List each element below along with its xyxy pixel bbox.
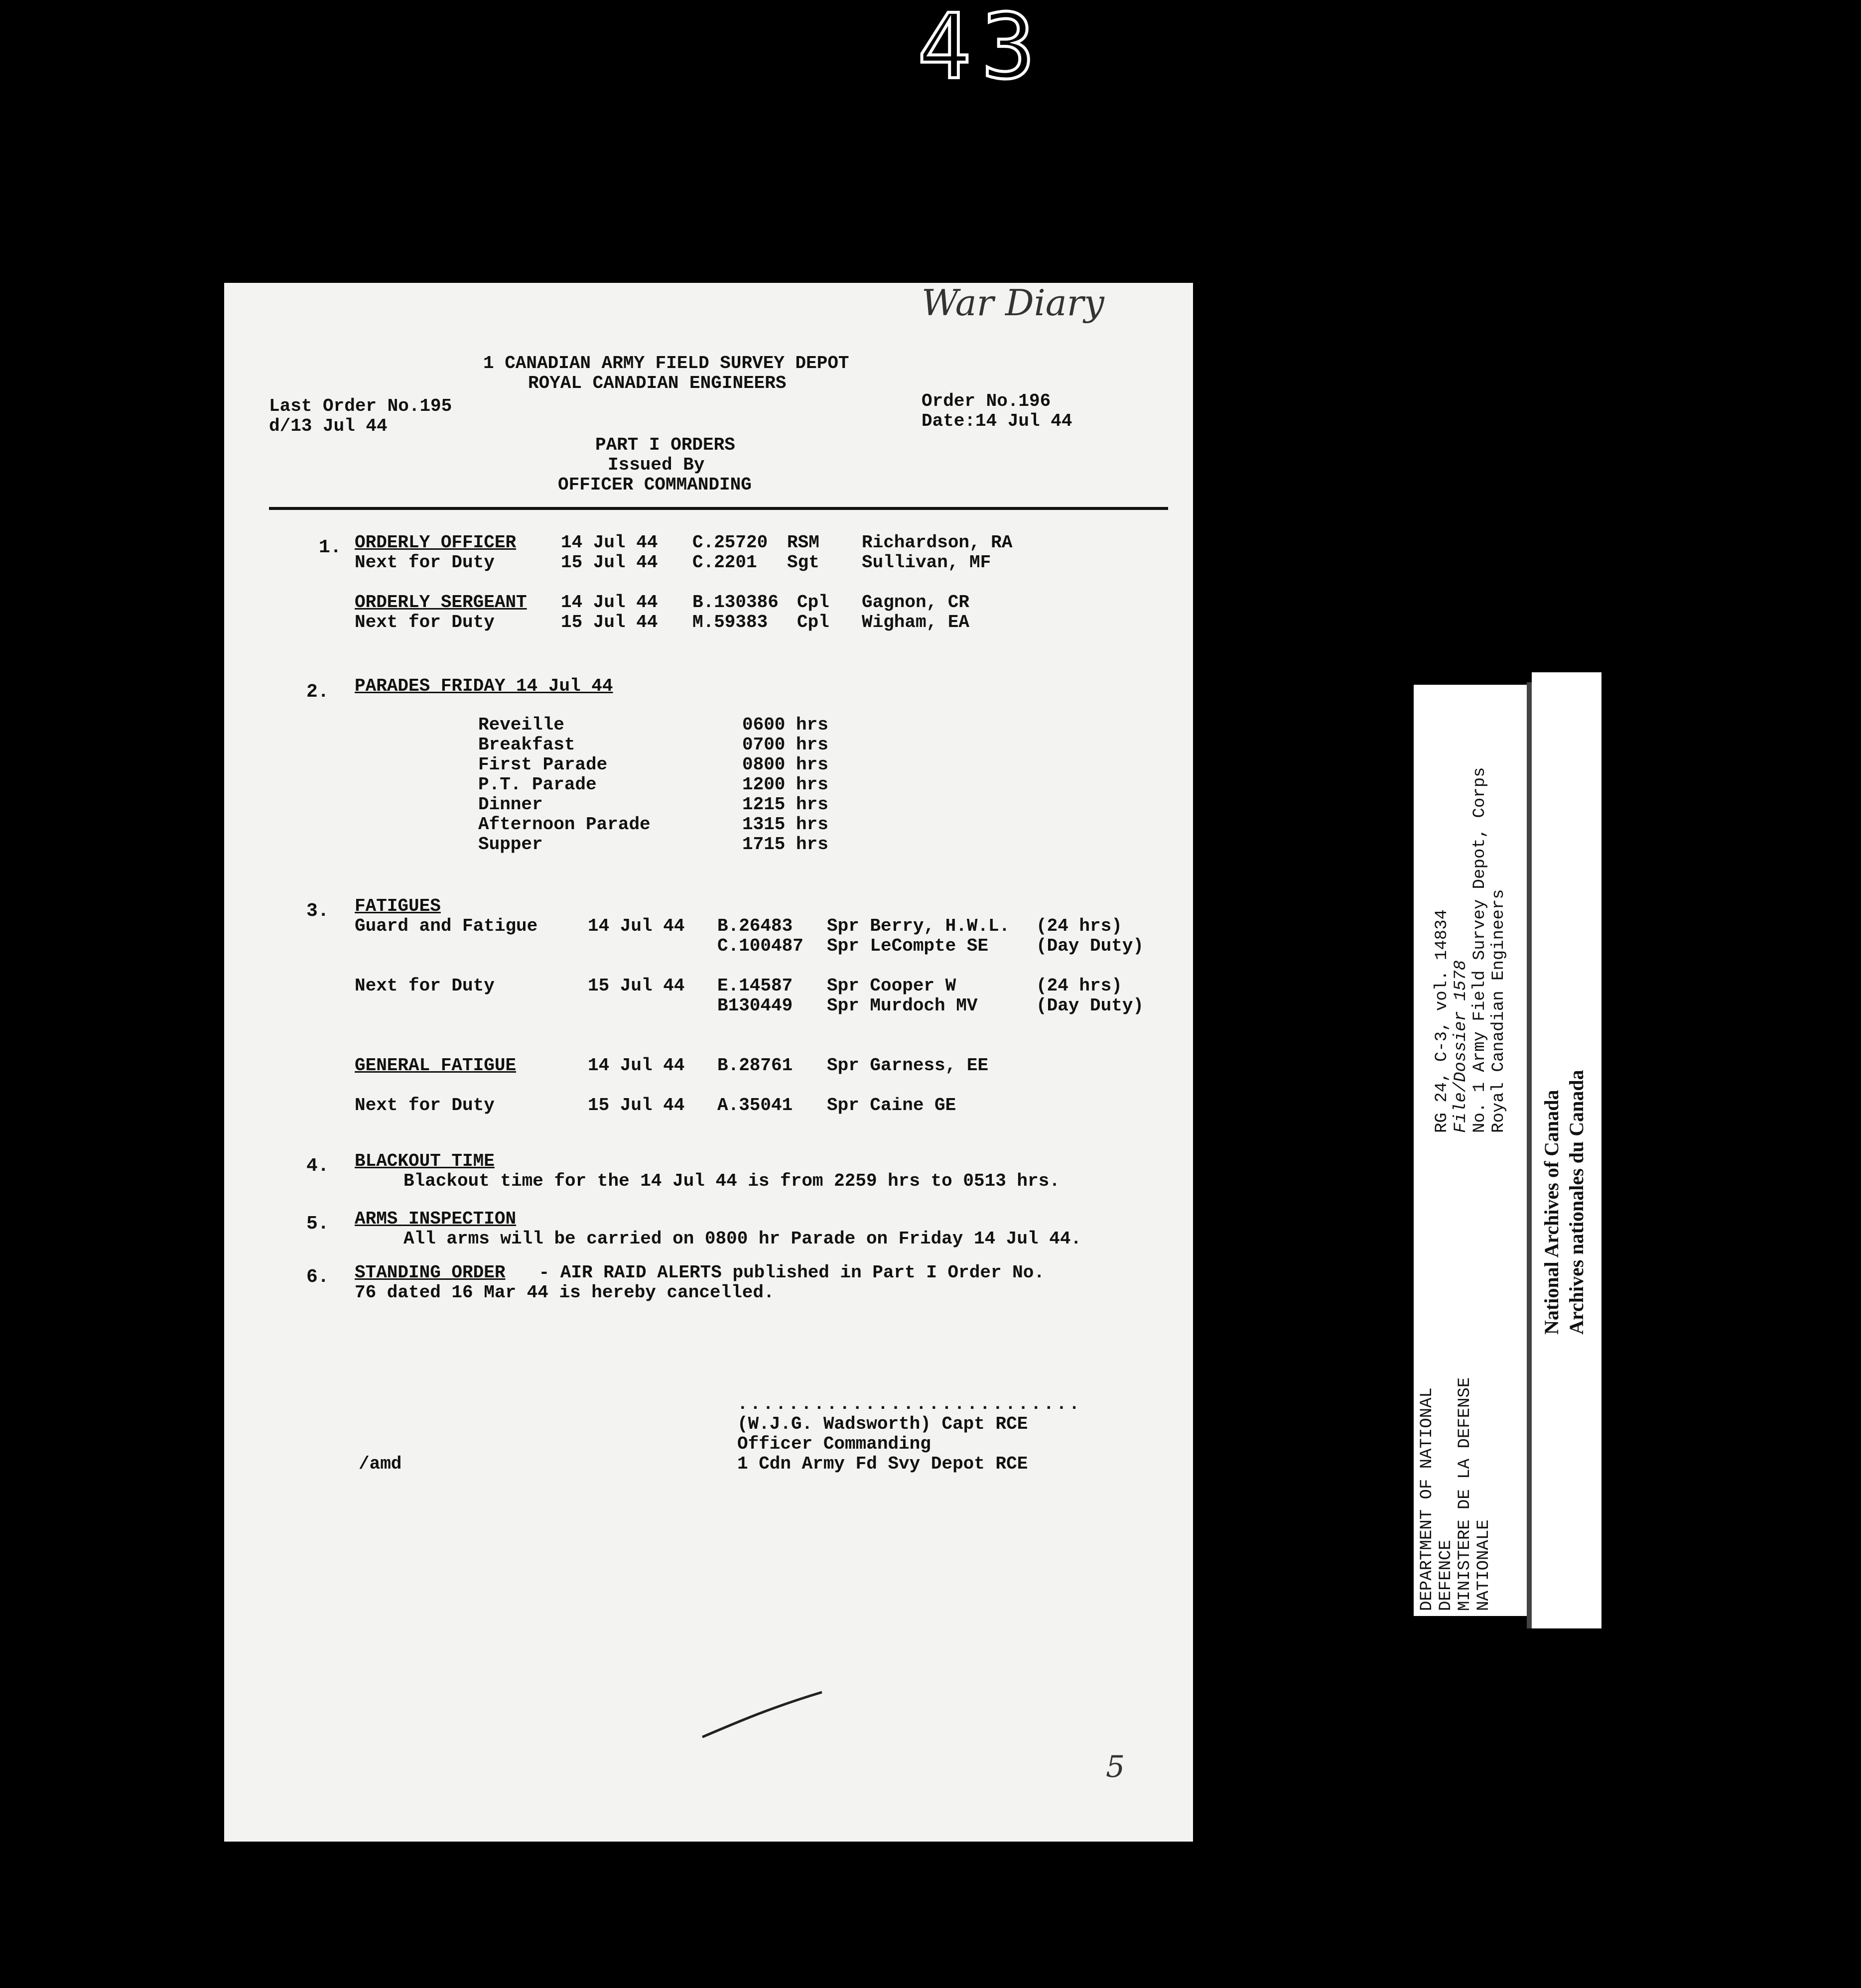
header-rule <box>269 507 1168 510</box>
next-duty-label: Next for Duty <box>355 976 495 996</box>
header-line1: 1 CANADIAN ARMY FIELD SURVEY DEPOT <box>483 353 849 373</box>
number-cell: B.130386 <box>692 592 779 613</box>
order-number: Order No.196 <box>922 391 1051 411</box>
general-fatigue-label: GENERAL FATIGUE <box>355 1055 517 1076</box>
dept-line4: NATIONALE <box>1474 1519 1493 1611</box>
name-cell: Sullivan, MF <box>862 552 991 573</box>
next-duty-label: Next for Duty <box>355 552 495 573</box>
pen-stroke <box>697 1687 827 1747</box>
rank-cell: Cpl <box>797 592 829 613</box>
duty-cell: (Day Duty) <box>1036 995 1144 1016</box>
parade-time: 1215 hrs <box>742 794 828 815</box>
section-3-number: 3. <box>306 900 329 922</box>
frame-number: 43 <box>917 0 1046 99</box>
parades-title: PARADES FRIDAY 14 Jul 44 <box>355 676 613 696</box>
name-cell: Spr Garness, EE <box>827 1055 989 1076</box>
archive-label <box>1414 685 1528 1616</box>
rank-cell: Cpl <box>797 612 829 632</box>
standing-order-text-1: - AIR RAID ALERTS published in Part I Order No. <box>528 1262 1045 1283</box>
number-cell: A.35041 <box>717 1095 793 1116</box>
name-cell: Wigham, EA <box>862 612 970 632</box>
duty-cell: (24 hrs) <box>1036 976 1122 996</box>
section-6-number: 6. <box>306 1266 329 1288</box>
archives-label <box>1532 672 1601 1628</box>
number-cell: M.59383 <box>692 612 768 632</box>
handwritten-annotation: War Diary <box>922 282 1104 324</box>
ref-line3: No. 1 Army Field Survey Depot, Corps <box>1470 767 1489 1133</box>
arms-inspection-title: ARMS INSPECTION <box>355 1209 517 1229</box>
number-cell: B.26483 <box>717 916 793 936</box>
date-cell: 15 Jul 44 <box>561 612 658 632</box>
parade-time: 0600 hrs <box>742 715 828 735</box>
number-cell: B130449 <box>717 995 793 1016</box>
parade-time: 1200 hrs <box>742 774 828 795</box>
section-4-number: 4. <box>306 1155 329 1177</box>
dept-line2: DEFENCE <box>1437 1540 1456 1611</box>
blackout-title: BLACKOUT TIME <box>355 1151 495 1171</box>
ref-line2: File/Dossier 1578 <box>1452 960 1470 1133</box>
dept-line1: DEPARTMENT OF NATIONAL <box>1418 1387 1437 1611</box>
duty-cell: (24 hrs) <box>1036 916 1122 936</box>
page-mark: 5 <box>1106 1749 1125 1784</box>
parade-name: Breakfast <box>478 735 575 755</box>
date-cell: 15 Jul 44 <box>588 976 685 996</box>
signatory-name: (W.J.G. Wadsworth) Capt RCE <box>737 1414 1028 1434</box>
name-cell: Gagnon, CR <box>862 592 970 613</box>
dept-line3: MINISTERE DE LA DEFENSE <box>1456 1377 1474 1611</box>
number-cell: C.100487 <box>717 936 803 956</box>
part-title: PART I ORDERS <box>595 435 735 455</box>
header-line2: ROYAL CANADIAN ENGINEERS <box>528 373 787 393</box>
arms-inspection-text: All arms will be carried on 0800 hr Parade on Friday 14 Jul 44. <box>403 1229 1082 1249</box>
number-cell: E.14587 <box>717 976 793 996</box>
parade-name: First Parade <box>478 754 608 775</box>
parade-time: 1715 hrs <box>742 834 828 855</box>
standing-order-text-2: 76 dated 16 Mar 44 is hereby cancelled. <box>355 1282 775 1303</box>
last-order: Last Order No.195 <box>269 396 452 416</box>
date-cell: 14 Jul 44 <box>561 592 658 613</box>
date-cell: 14 Jul 44 <box>561 532 658 553</box>
rank-cell: RSM <box>787 532 819 553</box>
document-page <box>224 283 1193 1842</box>
name-cell: Spr Cooper W <box>827 976 956 996</box>
date-cell: 15 Jul 44 <box>561 552 658 573</box>
parade-name: Reveille <box>478 715 564 735</box>
name-cell: Richardson, RA <box>862 532 1013 553</box>
order-date: Date:14 Jul 44 <box>922 411 1072 431</box>
fatigue-label: Guard and Fatigue <box>355 916 538 936</box>
section-5-number: 5. <box>306 1213 329 1235</box>
parade-name: P.T. Parade <box>478 774 597 795</box>
next-duty-label: Next for Duty <box>355 1095 495 1116</box>
rank-cell: Sgt <box>787 552 819 573</box>
ref-line4: Royal Canadian Engineers <box>1489 889 1508 1133</box>
orderly-sergeant-label: ORDERLY SERGEANT <box>355 592 527 613</box>
orderly-officer-label: ORDERLY OFFICER <box>355 532 517 553</box>
standing-order-title: STANDING ORDER <box>355 1262 506 1283</box>
last-order-date: d/13 Jul 44 <box>269 416 388 436</box>
date-cell: 14 Jul 44 <box>588 916 685 936</box>
archives-fr: Archives nationales du Canada <box>1565 1070 1588 1335</box>
date-cell: 15 Jul 44 <box>588 1095 685 1116</box>
name-cell: Spr Caine GE <box>827 1095 956 1116</box>
number-cell: C.25720 <box>692 532 768 553</box>
parade-time: 1315 hrs <box>742 814 828 835</box>
section-2-number: 2. <box>306 681 329 703</box>
parade-name: Afternoon Parade <box>478 814 651 835</box>
issuer: OFFICER COMMANDING <box>558 475 752 495</box>
signature-line: ........................... <box>737 1394 1082 1414</box>
parade-name: Supper <box>478 834 543 855</box>
next-duty-label: Next for Duty <box>355 612 495 632</box>
date-cell: 14 Jul 44 <box>588 1055 685 1076</box>
fatigues-title: FATIGUES <box>355 896 441 916</box>
archives-en: National Archives of Canada <box>1540 1090 1563 1335</box>
number-cell: B.28761 <box>717 1055 793 1076</box>
signatory-unit: 1 Cdn Army Fd Svy Depot RCE <box>737 1454 1028 1474</box>
duty-cell: (Day Duty) <box>1036 936 1144 956</box>
name-cell: Spr Murdoch MV <box>827 995 978 1016</box>
blackout-text: Blackout time for the 14 Jul 44 is from 2259 hrs to 0513 hrs. <box>403 1171 1060 1191</box>
section-1-number: 1. <box>319 537 342 558</box>
number-cell: C.2201 <box>692 552 757 573</box>
parade-name: Dinner <box>478 794 543 815</box>
ref-line1: RG 24, C-3, vol. 14834 <box>1433 909 1452 1133</box>
parade-time: 0700 hrs <box>742 735 828 755</box>
name-cell: Spr Berry, H.W.L. <box>827 916 1010 936</box>
typist-initials: /amd <box>359 1454 402 1474</box>
name-cell: Spr LeCompte SE <box>827 936 989 956</box>
parade-time: 0800 hrs <box>742 754 828 775</box>
signatory-title: Officer Commanding <box>737 1434 931 1454</box>
issued-by: Issued By <box>608 455 705 475</box>
